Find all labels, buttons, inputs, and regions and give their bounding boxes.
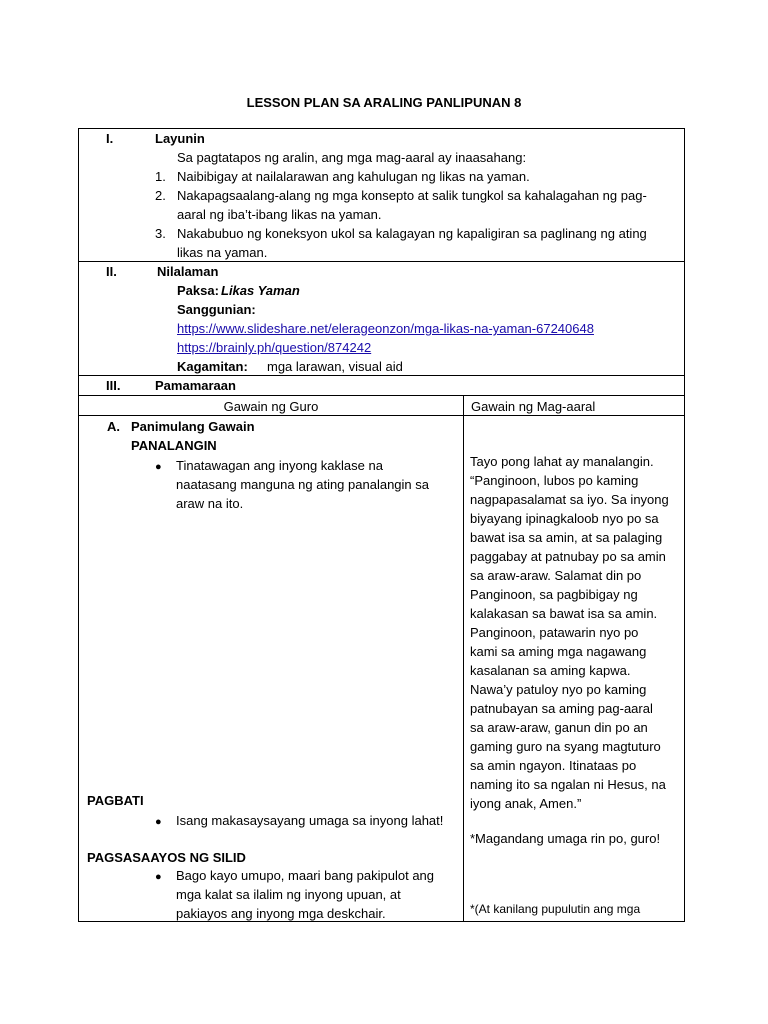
section-pamamaraan (78, 376, 685, 396)
section-numeral: III. (106, 378, 121, 393)
panalangin-heading: PANALANGIN (131, 438, 217, 453)
student-line: sa amin ngayon. Itinataas po (470, 758, 637, 773)
procedure-table-header (78, 395, 685, 416)
objective-text: likas na yaman. (177, 245, 268, 260)
teacher-text: Isang makasaysayang umaga sa inyong lahat! (176, 813, 444, 828)
student-line: sa araw-araw, ganun din po an (470, 720, 648, 735)
paksa-value: Likas Yaman (221, 283, 300, 298)
teacher-text: araw na ito. (176, 496, 244, 511)
student-cleanup: *(At kanilang pupulutin ang mga (470, 902, 641, 916)
teacher-text: naatasang manguna ng ating panalangin sa (176, 477, 429, 492)
section-numeral: II. (106, 264, 117, 279)
kagamitan-value: mga larawan, visual aid (267, 359, 403, 374)
student-line: Panginoon, sa pagbibigay ng (470, 587, 638, 602)
kagamitan-label: Kagamitan: (177, 359, 248, 374)
student-line: “Panginoon, lubos po kaming (470, 473, 639, 488)
reference-link-slideshare[interactable]: https://www.slideshare.net/elerageonzon/mga-likas-na-yaman-67240648 (177, 321, 594, 336)
student-line: biyayang ipinagkaloob nyo po sa (470, 511, 659, 526)
student-line: kasalanan sa aming kapwa. (470, 663, 631, 678)
student-line: Panginoon, patawarin nyo po (470, 625, 639, 640)
section-heading: Layunin (155, 131, 205, 146)
teacher-text: pakiayos ang inyong mga deskchair. (176, 906, 386, 921)
objective-text: Nakabubuo ng koneksyon ukol sa kalagayan ng kapaligiran sa paglinang ng ating (177, 226, 647, 241)
objective-text: Nakapagsaalang-alang ng mga konsepto at salik tungkol sa kahalagahan ng pag- (177, 188, 647, 203)
paksa-label: Paksa: (177, 283, 219, 298)
section-nilalaman (78, 261, 685, 376)
pagsasaayos-heading: PAGSASAAYOS NG SILID (87, 850, 246, 865)
student-greeting: *Magandang umaga rin po, guro! (470, 831, 661, 846)
section-numeral: I. (106, 131, 114, 146)
student-line: kami sa aming mga nagawang (470, 644, 647, 659)
column-divider (463, 416, 464, 921)
part-letter: A. (107, 419, 120, 434)
objective-number: 2. (155, 188, 166, 203)
teacher-text: mga kalat sa ilalim ng inyong upuan, at (176, 887, 401, 902)
student-line: kalakasan sa bawat isa sa amin. (470, 606, 658, 621)
section-heading: Pamamaraan (155, 378, 236, 393)
student-line: bawat isa sa amin, at sa palaging (470, 530, 663, 545)
student-line: gaming guro na syang magtuturo (470, 739, 661, 754)
student-line: sa araw-araw. Salamat din po (470, 568, 642, 583)
teacher-text: Tinatawagan ang inyong kaklase na (176, 458, 383, 473)
column-divider (463, 396, 464, 415)
student-prayer (470, 452, 682, 813)
objectives-intro: Sa pagtatapos ng aralin, ang mga mag-aaral ay inaasahang: (177, 150, 527, 165)
section-layunin (78, 128, 685, 262)
document-title: LESSON PLAN SA ARALING PANLIPUNAN 8 (246, 95, 522, 110)
teacher-text: Bago kayo umupo, maari bang pakipulot ang (176, 868, 435, 883)
reference-link-brainly[interactable]: https://brainly.ph/question/874242 (177, 340, 372, 355)
objective-text: Naibibigay at nailalarawan ang kahulugan ng likas na yaman. (177, 169, 530, 184)
objective-number: 3. (155, 226, 166, 241)
student-line: Tayo pong lahat ay manalangin. (470, 454, 654, 469)
student-line: paggabay at patnubay po sa amin (470, 549, 666, 564)
objective-number: 1. (155, 169, 166, 184)
student-line: iyong anak, Amen.” (470, 796, 582, 811)
column-header-teacher: Gawain ng Guro (223, 399, 319, 414)
procedure-table-body (78, 415, 685, 922)
student-line: naming ito sa ngalan ni Hesus, na (470, 777, 666, 792)
column-header-student: Gawain ng Mag-aaral (471, 399, 596, 414)
bullet-icon: ● (155, 816, 162, 828)
bullet-icon: ● (155, 461, 162, 473)
objective-text: aaral ng iba’t-ibang likas na yaman. (177, 207, 382, 222)
bullet-icon: ● (155, 871, 162, 883)
pagbati-heading: PAGBATI (87, 793, 144, 808)
sanggunian-label: Sanggunian: (177, 302, 256, 317)
student-line: Nawa’y patuloy nyo po kaming (470, 682, 647, 697)
part-title: Panimulang Gawain (131, 419, 255, 434)
student-line: patnubayan sa aming pag-aaral (470, 701, 653, 716)
section-heading: Nilalaman (157, 264, 219, 279)
student-line: nagpapasalamat sa iyo. Sa inyong (470, 492, 669, 507)
